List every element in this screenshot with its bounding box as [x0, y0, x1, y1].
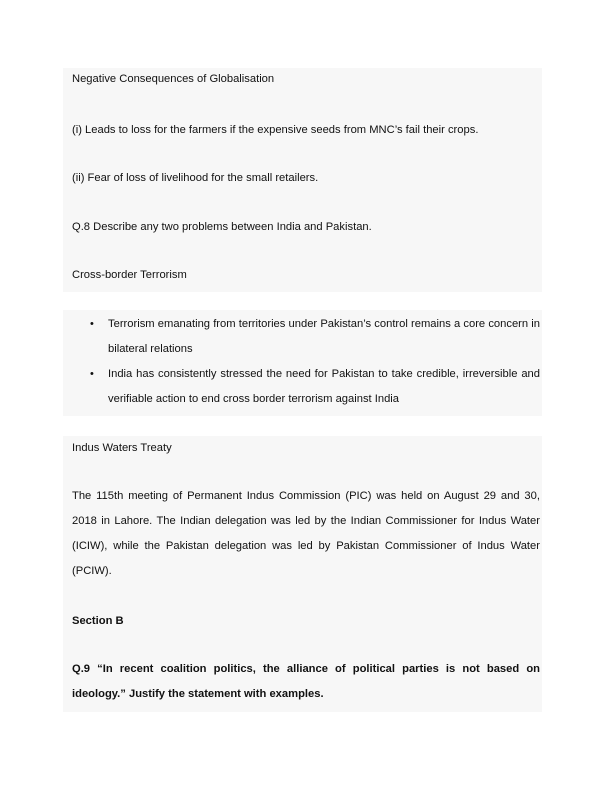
list-item — [90, 312, 540, 362]
indus-paragraph: The 115th meeting of Permanent Indus Commission (PIC) was held on August 29 and 30, 2018 in Lahore. The Indian delegation was led by the Indian Commissioner for Indus Water (ICIW), while the Pakistan delegation was led by Pakistan Commissioner of Indus Water (PCIW). — [72, 490, 540, 577]
question-9: Q.9 “In recent coalition politics, the alliance of political parties is not based on ideology.” Justify the statement with examples. — [72, 663, 540, 700]
terrorism-bullet-list — [90, 312, 540, 412]
list-item-text: Terrorism emanating from territories under Pakistan’s control remains a core concern in bilateral relations — [108, 318, 540, 355]
section-b-heading: Section B — [72, 615, 124, 627]
bullet-icon: • — [90, 318, 94, 330]
question-8: Q.8 Describe any two problems between India and Pakistan. — [72, 221, 372, 233]
heading-globalisation: Negative Consequences of Globalisation — [72, 73, 275, 85]
heading-terrorism: Cross-border Terrorism — [72, 269, 187, 281]
point-farmers: (i) Leads to loss for the farmers if the expensive seeds from MNC’s fail their crops. — [72, 124, 479, 136]
point-retailers: (ii) Fear of loss of livelihood for the small retailers. — [72, 172, 319, 184]
bullet-icon: • — [90, 368, 94, 380]
list-item — [90, 362, 540, 412]
heading-indus: Indus Waters Treaty — [72, 442, 172, 454]
list-item-text: India has consistently stressed the need for Pakistan to take credible, irreversible and verifiable action to end cross border terrorism against India — [108, 368, 540, 405]
